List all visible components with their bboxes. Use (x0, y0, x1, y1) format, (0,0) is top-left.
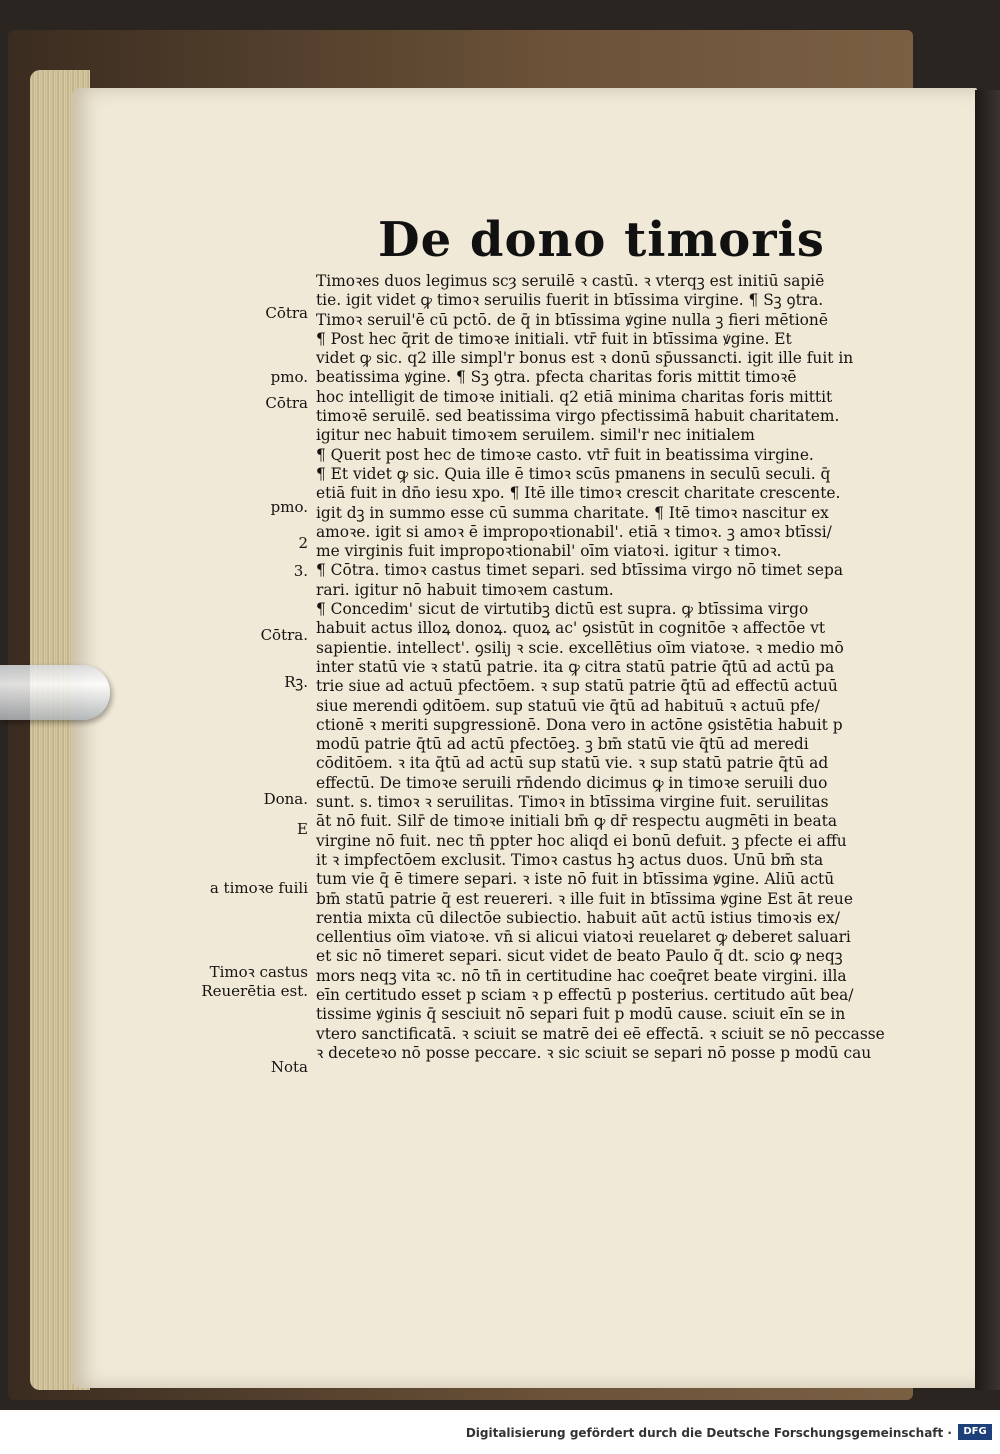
text-line: timoꝛē seruilē. sed beatissima virgo pfectissimā habuit charitatem. (316, 407, 840, 426)
text-line: Timoꝛ seruil'ē cū pctō. de q̄ in btīssima ꝟgine nulla ꝫ fieri mētionē (316, 310, 828, 329)
text-line: virgine nō fuit. nec tn̄ ppter hoc aliqd̄ ei bonū defuit. ꝫ pfecte ei affu (316, 831, 847, 850)
text-line: amoꝛe. igit̄ si amoꝛ ē impropoꝛtionabil'. etiā ꝛ timoꝛ. ꝫ amoꝛ btīssi/ (316, 522, 832, 541)
text-line: ctionē ꝛ meriti supgressionē. Dona vero in actōne ꝯsistētia habuit p (316, 715, 843, 734)
text-line: sapientie. intellect'. ꝯsiliȷ ꝛ scie. excellētius oīm viatoꝛe. ꝛ medio mō (316, 638, 844, 657)
margin-note: Cōtra (265, 394, 308, 412)
margin-note: Nota (270, 1058, 308, 1076)
margin-note: 2 (298, 534, 308, 552)
text-line: ¶ Cōtra. timoꝛ castus timet separi. sed btīssima virgo nō timet sepa (316, 561, 844, 580)
text-line: tie. igit̄ videt̄ ꝙ timoꝛ seruilis fuerit in btīssima virgine. ¶ Sꝫ ꝯtra. (316, 291, 824, 310)
text-line: sunt. s. timoꝛ ꝛ seruilitas. Timoꝛ in btīssima virgine fuit. seruilitas (316, 793, 829, 812)
margin-note: E (297, 820, 308, 838)
text-line: igitur nec habuit timoꝛem seruilem. simil'r nec initialem (316, 426, 755, 445)
text-line: ¶ Et videt̄ ꝙ sic. Quia ille ē timoꝛ scūs pmanens in seculū seculi. q̄ (316, 464, 831, 483)
text-line: vtero sanctificatā. ꝛ sciuit se matrē dei eē effectā. ꝛ sciuit se nō peccasse (316, 1024, 885, 1043)
text-line: et sic nō timeret separi. sicut videt̄ de beato Paulo q̄ dt̄. scio ꝙ neqꝫ (316, 947, 843, 966)
text-line: me virginis fuit impropoꝛtionabil' oīm viatoꝛi. igitur ꝛ timoꝛ. (316, 542, 782, 561)
text-line: rari. igitur nō habuit timoꝛem castum. (316, 580, 614, 599)
margin-note: Reuerētia est. (201, 982, 308, 1000)
text-line: beatissima ꝟgine. ¶ Sꝫ ꝯtra. pfecta charitas foris mittit timoꝛē (316, 368, 797, 387)
margin-note: a timoꝛe fuili (209, 879, 308, 897)
text-line: siue merendi ꝯditōem. sup statuū vie q̄tū ad habituū ꝛ actuū pfe/ (316, 696, 820, 715)
page-clip (0, 665, 110, 720)
text-line: hoc intelligit̄ de timoꝛe initiali. q2 etiā minima charitas foris mittit (316, 387, 833, 406)
text-line: ꝛ deceteꝛo nō posse peccare. ꝛ sic sciuit se separi nō posse p modū cau (316, 1043, 872, 1062)
text-line: āt nō fuit. Silr̄ de timoꝛe initiali bm̄ ꝙ dr̄ respectu augmēti in beata (316, 812, 838, 831)
body-text (316, 272, 886, 1063)
text-line: videt̄ ꝙ sic. q2 ille simpl'r bonus est ꝛ donū sp̄ussancti. igit̄ ille fuit in (316, 349, 854, 368)
text-line: mors neqꝫ vita ꝛc. nō tn̄ in certitudine hac coeq̄ret̄ beate virgini. illa (316, 966, 847, 985)
text-line: tissime ꝟginis q̄ sesciuit nō separi fuit p modū cause. sciuit eīn se in (316, 1005, 846, 1024)
text-line: trie siue ad actuū pfectōem. ꝛ sup statū patrie q̄tū ad effectū actuū (316, 677, 838, 696)
text-line: cōditōem. ꝛ ita q̄tū ad actū sup statū vie. ꝛ sup statū patrie q̄tū ad (316, 754, 829, 773)
text-line: etiā fuit in dn̄o iesu xpo. ¶ Itē ille timoꝛ crescit charitate crescente. (316, 484, 841, 503)
text-line: Timoꝛes duos legimus scȝ seruilē ꝛ castū. ꝛ vterqꝫ est initiū sapiē (316, 272, 825, 290)
footer (0, 1412, 1000, 1454)
text-line: ¶ Querit̄ post hec de timoꝛe casto. vtr̄ fuit in beatissima virgine. (316, 445, 814, 464)
text-line: igit̄ dꝫ in summo esse cū summa charitate. ¶ Itē timoꝛ nascitur ex (316, 503, 829, 522)
margin-note: Rꝫ. (284, 673, 308, 691)
text-line: habuit actus illoꝝ donoꝝ. quoꝝ ac' ꝯsistūt in cognitōe ꝛ affectōe vt (316, 619, 826, 638)
margin-notes (160, 272, 308, 1232)
text-line: it ꝛ impfectōem exclusit. Timoꝛ castus hꝫ actus duos. Unū bm̄ sta (316, 850, 824, 869)
margin-note: pmo. (270, 368, 308, 386)
text-line: effectū. De timoꝛe seruili rn̄dendo dicimus ꝙ in timoꝛe seruili duo (316, 773, 828, 792)
text-line: ¶ Post hec q̄rit̄ de timoꝛe initiali. vtr̄ fuit in btīssima ꝟgine. Et (316, 329, 792, 348)
text-line: cellentius oīm viatoꝛe. vn̄ si alicui viatoꝛi reuelaret̄ ꝙ deberet saluari (316, 928, 851, 947)
text-line: modū patrie q̄tū ad actū pfectōeꝫ. ꝫ bm̄ statū vie q̄tū ad meredi (316, 735, 809, 754)
text-line: rentia mixta cū dilectōe subiectio. habuit aūt actū istius timoꝛis ex/ (316, 908, 840, 927)
margin-note: pmo. (270, 498, 308, 516)
text-line: tum vie q̄ ē timere separi. ꝛ iste nō fuit in btīssima ꝟgine. Aliū actū (316, 870, 835, 889)
margin-note: Cōtra. (260, 626, 308, 644)
page-heading: De dono timoris (378, 212, 825, 268)
text-line: eīn certitudo esset p sciam ꝛ p effectū p posterius. certitudo aūt bea/ (316, 985, 854, 1004)
text-line: inter statū vie ꝛ statū patrie. ita ꝙ citra statū patrie q̄tū ad actū pa (316, 657, 835, 676)
margin-note: Timoꝛ castus (209, 963, 308, 981)
dfg-logo-icon: DFG (958, 1424, 992, 1440)
text-line: bm̄ statū patrie q̄ est reuereri. ꝛ ille fuit in btīssima ꝟgine Est āt reue (316, 889, 853, 908)
facing-page-edge (975, 90, 1000, 1390)
funding-note: Digitalisierung gefördert durch die Deutsche Forschungsgemeinschaft · (465, 1426, 952, 1440)
margin-note: Cōtra (265, 304, 308, 322)
margin-note: 3. (293, 562, 308, 580)
text-line: ¶ Concedim' sicut de virtutibꝫ dictū est supra. ꝙ btīssima virgo (316, 600, 809, 619)
margin-note: Dona. (263, 790, 308, 808)
